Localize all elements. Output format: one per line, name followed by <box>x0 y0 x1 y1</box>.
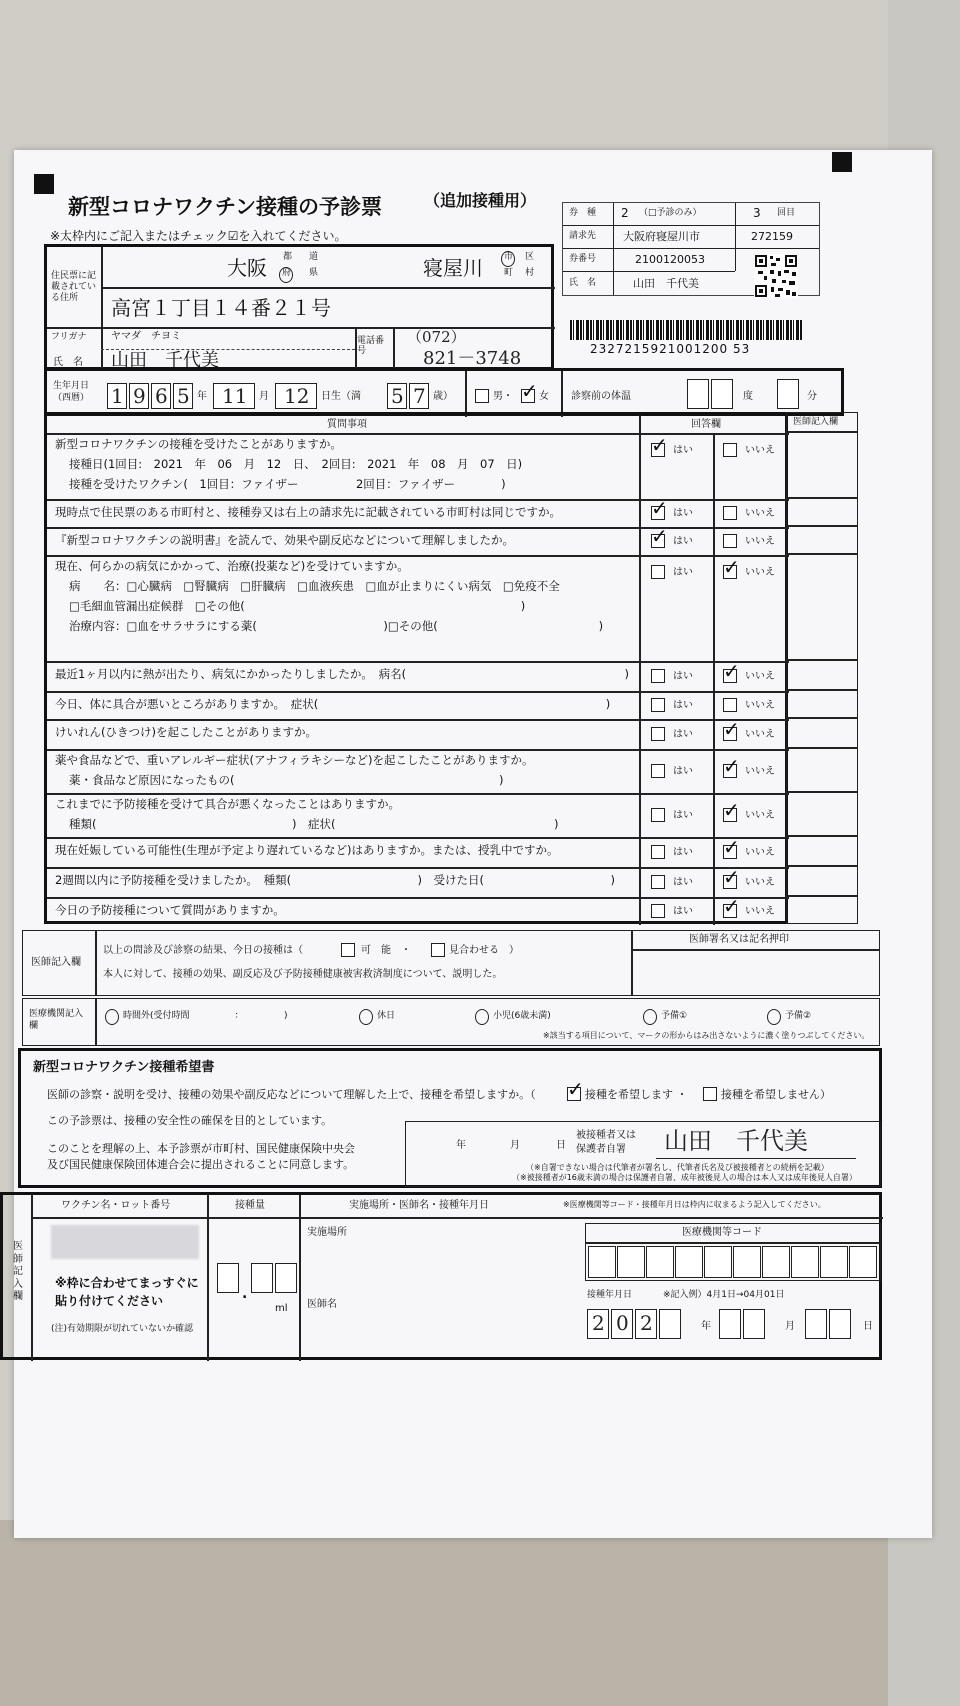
address-name-block <box>44 244 554 370</box>
male-label: 男・ <box>493 391 513 402</box>
address-city: 寝屋川 <box>423 256 483 280</box>
form-title: 新型コロナワクチン接種の予診票 <box>68 195 382 219</box>
ticket-name-label: 氏 名 <box>569 278 597 288</box>
address-prefecture: 大阪 <box>227 256 267 280</box>
answer-no-label: いいえ <box>745 729 775 740</box>
vaccination-month-unit: 月 <box>785 1321 795 1332</box>
vaccine-record-section <box>0 1192 882 1360</box>
background-lower <box>0 1520 960 1706</box>
institution-code-cell[interactable] <box>733 1246 761 1278</box>
consent-section <box>18 1048 882 1188</box>
consent-yes-label: 接種を希望します ・ <box>585 1088 688 1101</box>
answers-header: 回答欄 <box>691 419 721 430</box>
doctor-section-label: 医師記入欄 <box>31 957 81 968</box>
vaccination-month-digit-1[interactable] <box>719 1309 741 1339</box>
signature-box <box>405 1121 881 1187</box>
answer-yes-label: はい <box>673 729 693 740</box>
holiday-radio[interactable] <box>359 1009 373 1025</box>
holiday-label: 休日 <box>377 1011 396 1021</box>
dose-amount-header: 接種量 <box>235 1200 265 1211</box>
answer-yes-checkbox[interactable] <box>651 875 665 889</box>
sign-day-label: 日 <box>556 1140 566 1151</box>
answer-no-checkbox[interactable] <box>723 534 737 548</box>
answer-yes-label: はい <box>673 906 693 917</box>
consent-yes-check-icon: ✓ <box>567 1077 584 1101</box>
registration-mark-right <box>832 152 852 172</box>
sign-year-label: 年 <box>456 1140 466 1151</box>
consent-yes-checkbox[interactable] <box>567 1077 584 1101</box>
doctor-explanation-text: 本人に対して、接種の効果、副反応及び予防接種健康被害救済制度について、説明した。 <box>103 969 503 980</box>
lot-sticker-blurred <box>51 1225 199 1259</box>
institution-code-cell[interactable] <box>675 1246 703 1278</box>
consent-no-label: 接種を希望しません） <box>721 1088 831 1101</box>
question-text-line: けいれん(ひきつけ)を起こしたことがありますか。 <box>55 725 317 739</box>
dose-unit: 回目 <box>777 208 796 218</box>
birth-month-unit: 月 <box>259 391 269 402</box>
institution-section <box>22 998 880 1046</box>
birth-month-field[interactable]: 11 <box>213 383 255 409</box>
question-row <box>47 555 789 661</box>
qr-code <box>754 254 798 298</box>
answer-yes-checkbox[interactable] <box>651 565 665 579</box>
doctor-row-divider <box>787 689 857 691</box>
reserve1-label: 予備① <box>661 1011 688 1021</box>
afterhours-label: 時間外(受付時間 ： ) <box>123 1011 288 1021</box>
male-checkbox[interactable] <box>475 389 489 403</box>
answer-yes-checkbox[interactable] <box>651 808 665 822</box>
check-icon: ✓ <box>723 717 740 741</box>
signature-note-1: （※自署できない場合は代筆者が署名し、代筆者氏名及び被接種者との続柄を記載） <box>526 1163 829 1172</box>
question-text-line: 病 名：□心臓病 □腎臓病 □肝臓病 □血液疾患 □血が止まりにくい病気 □免疫不全 <box>69 579 560 593</box>
ticket-type-note: （□予診のみ） <box>639 208 702 218</box>
question-row <box>47 433 789 499</box>
question-row <box>47 793 789 837</box>
consent-no-checkbox[interactable] <box>703 1087 717 1101</box>
ticket-type-value: 2 <box>621 206 629 220</box>
question-text-line: 今日の予防接種について質問がありますか。 <box>55 903 285 917</box>
age-digit-1[interactable]: 5 <box>387 383 407 409</box>
vaccination-year-digit-2[interactable]: 0 <box>611 1309 633 1339</box>
answer-no-checkbox[interactable] <box>723 835 740 859</box>
billing-code: 272159 <box>751 230 793 243</box>
answer-yes-checkbox[interactable] <box>651 669 665 683</box>
child-radio[interactable] <box>475 1009 489 1025</box>
answer-no-label: いいえ <box>745 445 775 456</box>
temperature-minute-unit: 分 <box>807 391 817 402</box>
question-text-line: 『新型コロナワクチンの説明書』を読んで、効果や副反応などについて理解しましたか。 <box>55 533 514 547</box>
check-icon: ✓ <box>651 433 668 457</box>
record-note: ※医療機関等コード・接種年月日は枠内に収まるよう記入してください。 <box>563 1200 826 1209</box>
vaccination-form-sheet <box>14 150 932 1538</box>
pref-suffix-to: 都 <box>283 252 293 262</box>
phone-area: （072） <box>407 328 466 346</box>
institution-code-label: 医療機関等コード <box>682 1227 762 1238</box>
birth-year-digit-4[interactable]: 5 <box>173 383 193 409</box>
doctor-name-label: 医師名 <box>307 1299 337 1310</box>
age-unit: 歳） <box>433 391 453 402</box>
answer-no-label: いいえ <box>745 810 775 821</box>
institution-code-cell[interactable] <box>588 1246 616 1278</box>
question-text-line: 新型コロナワクチンの接種を受けたことがありますか。 <box>55 437 342 451</box>
phone-number: 821－3748 <box>423 348 522 369</box>
signature-note-2: （※被接種者が16歳未満の場合は保護者自署、成年被後見人の場合は本人又は成年後見人自署） <box>512 1173 857 1182</box>
vaccination-year-digit-4[interactable] <box>659 1309 681 1339</box>
vaccination-day-digit-1[interactable] <box>805 1309 827 1339</box>
doctor-row-divider <box>787 791 857 793</box>
answer-yes-label: はい <box>673 847 693 858</box>
answer-yes-checkbox[interactable] <box>651 764 665 778</box>
location-header: 実施場所・医師名・接種年月日 <box>349 1200 489 1211</box>
check-icon: ✓ <box>723 798 740 822</box>
female-checkbox[interactable] <box>521 379 538 403</box>
ticket-type-label: 券 種 <box>569 208 597 218</box>
dose-digit-1[interactable] <box>217 1263 239 1293</box>
expiry-note: (注)有効期限が切れていないか確認 <box>51 1324 194 1334</box>
question-text-line: 現時点で住民票のある市町村と、接種券又は右上の請求先に記載されている市町村は同じですか。 <box>55 505 561 519</box>
institution-code-cell[interactable] <box>646 1246 674 1278</box>
doctor-row-divider <box>787 835 857 837</box>
institution-code-cell[interactable] <box>762 1246 790 1278</box>
doctor-notes-column <box>786 412 858 924</box>
answer-no-checkbox[interactable] <box>723 865 740 889</box>
doctor-row-divider <box>787 747 857 749</box>
reserve2-label: 予備② <box>785 1011 812 1021</box>
answer-no-label: いいえ <box>745 536 775 547</box>
question-text-line: これまでに予防接種を受けて具合が悪くなったことはありますか。 <box>55 797 400 811</box>
ticket-no-value: 2100120053 <box>635 253 705 266</box>
question-text-line: 接種日(1回目: 2021 年 06 月 12 日、 2回目: 2021 年 08 月 07 日) <box>69 457 523 471</box>
place-label: 実施場所 <box>307 1227 347 1238</box>
institution-note: ※該当する項目について、マークの形からはみ出さないように濃く塗りつぶしてください。 <box>543 1031 870 1040</box>
answer-yes-checkbox[interactable] <box>651 524 668 548</box>
vaccination-day-digit-2[interactable] <box>829 1309 851 1339</box>
vaccination-day-unit: 日 <box>863 1321 873 1332</box>
answer-no-label: いいえ <box>745 877 775 888</box>
answer-no-checkbox[interactable] <box>723 717 740 741</box>
question-row <box>47 719 789 749</box>
barcode-number: 2327215921001200 53 <box>590 342 751 356</box>
pref-suffix-ken: 県 <box>309 268 319 278</box>
postpone-checkbox[interactable] <box>431 943 445 957</box>
question-row <box>47 691 789 719</box>
consent-question: 医師の診察・説明を受け、接種の効果や副反応などについて理解した上で、接種を希望しますか。（ <box>47 1088 536 1101</box>
doctor-row-divider <box>787 553 857 555</box>
answer-no-label: いいえ <box>745 700 775 711</box>
signature-handwritten[interactable]: 山田 千代美 <box>664 1127 808 1155</box>
postpone-label: 見合わせる ） <box>449 945 519 956</box>
vaccination-month-digit-2[interactable] <box>743 1309 765 1339</box>
temperature-digit-2[interactable] <box>711 379 733 409</box>
question-row <box>47 837 789 867</box>
address-label: 住民票に記載されている住所 <box>51 271 97 303</box>
questions-table <box>44 412 788 924</box>
question-text-line: 治療内容：□血をサラサラにする薬( )□その他( ) <box>69 619 604 633</box>
check-icon: ✓ <box>723 894 740 918</box>
consent-purpose: この予診票は、接種の安全性の確保を目的としています。 <box>47 1114 333 1127</box>
institution-code-cell[interactable] <box>849 1246 877 1278</box>
check-icon: ✓ <box>723 835 740 859</box>
vaccine-lot-header: ワクチン名・ロット番号 <box>61 1200 171 1211</box>
dose-decimal-point: . <box>242 1286 248 1302</box>
female-label: 女 <box>539 391 549 402</box>
question-text-line: 今日、体に具合が悪いところがありますか。 症状( ) <box>55 697 611 711</box>
city-suffix-mura: 村 <box>525 268 535 278</box>
form-instruction: ※太枠内にご記入またはチェック☑を入れてください。 <box>50 229 347 243</box>
answer-no-checkbox[interactable] <box>723 555 740 579</box>
child-label: 小児(6歳未満) <box>493 1011 551 1021</box>
doctor-row-divider <box>787 525 857 527</box>
doctor-section <box>22 930 880 996</box>
approve-checkbox[interactable] <box>341 943 355 957</box>
answer-yes-label: はい <box>673 508 693 519</box>
answer-no-label: いいえ <box>745 847 775 858</box>
answer-yes-label: はい <box>673 671 693 682</box>
institution-code-box <box>585 1223 881 1281</box>
birth-label: 生年月日（西暦） <box>53 381 90 403</box>
question-text-line: □毛細血管漏出症候群 □その他( ) <box>69 599 526 613</box>
doctor-notes-header: 医師記入欄 <box>793 417 839 427</box>
answer-no-label: いいえ <box>745 906 775 917</box>
question-text-line: 現在、何らかの病気にかかって、治療(投薬など)を受けていますか。 <box>55 559 409 573</box>
signer-label-2: 保護者自署 <box>576 1144 626 1155</box>
approve-label: 可 能 ・ <box>361 945 411 956</box>
vaccination-date-label: 接種年月日 <box>587 1290 633 1300</box>
institution-code-cell[interactable] <box>617 1246 645 1278</box>
birth-year-unit: 年 <box>197 391 207 402</box>
city-suffix-machi: 町 <box>504 268 514 278</box>
question-text-line: 2週間以内に予防接種を受けましたか。 種類( ) 受けた日( ) <box>55 873 616 887</box>
answer-yes-label: はい <box>673 810 693 821</box>
check-icon: ✓ <box>723 865 740 889</box>
institution-code-cell[interactable] <box>820 1246 848 1278</box>
doctor-signature-label: 医師署名又は記名押印 <box>689 934 789 945</box>
question-text-line: 薬・食品など原因になったもの( ) <box>69 773 504 787</box>
temperature-decimal[interactable] <box>777 379 799 409</box>
phone-label: 電話番号 <box>357 336 385 356</box>
registration-mark-left <box>34 174 54 194</box>
question-row <box>47 894 789 925</box>
temperature-digit-1[interactable] <box>687 379 709 409</box>
check-icon: ✓ <box>651 496 668 520</box>
check-icon: ✓ <box>723 555 740 579</box>
answer-no-checkbox[interactable] <box>723 894 740 918</box>
doctor-decision-text: 以上の問診及び診察の結果、今日の接種は（ <box>103 945 303 956</box>
form-subtitle: （追加接種用） <box>424 191 537 210</box>
afterhours-radio[interactable] <box>105 1009 119 1025</box>
dose-digit-2[interactable] <box>251 1263 273 1293</box>
check-icon: ✓ <box>723 754 740 778</box>
question-row <box>47 867 789 897</box>
check-icon: ✓ <box>651 524 668 548</box>
question-row <box>47 524 789 555</box>
institution-code-cell[interactable] <box>704 1246 732 1278</box>
consent-agreement-2: 及び国民健康保険団体連合会に提出されることに同意します。 <box>47 1158 355 1171</box>
answer-no-checkbox[interactable] <box>723 754 740 778</box>
pref-suffix-fu: 府 <box>282 268 292 278</box>
female-check-icon: ✓ <box>521 379 538 403</box>
vaccination-year-digit-3[interactable]: 2 <box>635 1309 657 1339</box>
question-row <box>47 661 789 691</box>
birth-day-field[interactable]: 12 <box>275 383 317 409</box>
birth-year-digit-2[interactable]: 9 <box>129 383 149 409</box>
answer-yes-label: はい <box>673 536 693 547</box>
answer-yes-label: はい <box>673 700 693 711</box>
question-row <box>47 496 789 527</box>
name-value: 山田 千代美 <box>111 350 219 371</box>
answer-yes-label: はい <box>673 877 693 888</box>
institution-code-cell[interactable] <box>791 1246 819 1278</box>
billing-label: 請求先 <box>569 231 597 241</box>
birth-year-digit-1[interactable]: 1 <box>107 383 127 409</box>
reserve2-radio[interactable] <box>767 1009 781 1025</box>
consent-title: 新型コロナワクチン接種希望書 <box>33 1060 215 1075</box>
answer-yes-checkbox[interactable] <box>651 727 665 741</box>
answer-no-label: いいえ <box>745 567 775 578</box>
answer-no-label: いいえ <box>745 508 775 519</box>
question-text-line: 最近1ヶ月以内に熱が出たり、病気にかかったりしましたか。 病名( ) <box>55 667 630 681</box>
signer-label-1: 被接種者又は <box>576 1130 636 1141</box>
dose-value: 3 <box>753 206 761 220</box>
question-text-line: 接種を受けたワクチン( 1回目：ファイザー 2回目：ファイザー ) <box>69 477 506 491</box>
answer-no-checkbox[interactable] <box>723 443 737 457</box>
birth-day-unit: 日生（満 <box>321 391 361 402</box>
doctor-row-divider <box>787 895 857 897</box>
temperature-label: 診察前の体温 <box>571 391 631 402</box>
birth-year-digit-3[interactable]: 6 <box>151 383 171 409</box>
furigana-label: フリガナ <box>51 332 87 342</box>
sticker-note-2: 貼り付けてください <box>55 1294 164 1308</box>
vaccination-year-digit-1[interactable]: 2 <box>587 1309 609 1339</box>
billing-value: 大阪府寝屋川市 <box>623 230 700 243</box>
institution-label: 医療機関記入欄 <box>29 1009 84 1031</box>
sticker-note-1: ※枠に合わせてまっすぐに <box>55 1276 199 1290</box>
ticket-no-label: 券番号 <box>569 254 597 264</box>
vaccination-date-example: ※記入例）4月1日→04月01日 <box>663 1290 785 1300</box>
answer-yes-checkbox[interactable] <box>651 433 668 457</box>
ticket-name-value: 山田 千代美 <box>633 277 699 290</box>
name-label: 氏 名 <box>53 357 83 368</box>
question-text-line: 現在妊娠している可能性(生理が予定より遅れているなど)はありますか。または、授乳中ですか。 <box>55 843 559 857</box>
question-text-line: 薬や食品などで、重いアレルギー症状(アナフィラキシーなど)を起こしたことがありますか。 <box>55 753 534 767</box>
doctor-row-divider <box>787 717 857 719</box>
dose-digit-3[interactable] <box>275 1263 297 1293</box>
answer-yes-checkbox[interactable] <box>651 698 665 712</box>
check-icon: ✓ <box>723 659 740 683</box>
answer-no-checkbox[interactable] <box>723 506 737 520</box>
furigana-value: ヤマダ チヨミ <box>111 331 181 342</box>
answer-yes-checkbox[interactable] <box>651 904 665 918</box>
vaccine-record-side-label: 医師記入欄 <box>13 1241 23 1302</box>
barcode <box>570 320 802 340</box>
answer-no-label: いいえ <box>745 671 775 682</box>
answer-yes-checkbox[interactable] <box>651 496 668 520</box>
doctor-row-divider <box>787 659 857 661</box>
answer-yes-label: はい <box>673 567 693 578</box>
doctor-row-divider <box>787 497 857 499</box>
answer-yes-label: はい <box>673 445 693 456</box>
answer-no-checkbox[interactable] <box>723 659 740 683</box>
consent-agreement-1: このことを理解の上、本予診票が市町村、国民健康保険中央会 <box>47 1142 355 1155</box>
pref-suffix-do: 道 <box>309 252 319 262</box>
answer-yes-checkbox[interactable] <box>651 845 665 859</box>
temperature-degree-unit: 度 <box>743 391 753 402</box>
dose-unit: ml <box>275 1303 288 1314</box>
questions-header: 質問事項 <box>327 419 367 430</box>
city-suffix-ku: 区 <box>525 252 535 262</box>
address-street: 高宮１丁目１４番２１号 <box>111 296 331 320</box>
age-digit-2[interactable]: 7 <box>409 383 429 409</box>
answer-no-label: いいえ <box>745 766 775 777</box>
question-text-line: 種類( ) 症状( ) <box>69 817 559 831</box>
question-row <box>47 749 789 793</box>
birth-row <box>44 368 844 416</box>
city-suffix-shi: 市 <box>504 252 514 262</box>
answer-no-checkbox[interactable] <box>723 798 740 822</box>
reserve1-radio[interactable] <box>643 1009 657 1025</box>
sign-month-label: 月 <box>510 1140 520 1151</box>
answer-no-checkbox[interactable] <box>723 698 737 712</box>
answer-yes-label: はい <box>673 766 693 777</box>
vaccination-year-unit: 年 <box>701 1321 711 1332</box>
doctor-row-divider <box>787 865 857 867</box>
